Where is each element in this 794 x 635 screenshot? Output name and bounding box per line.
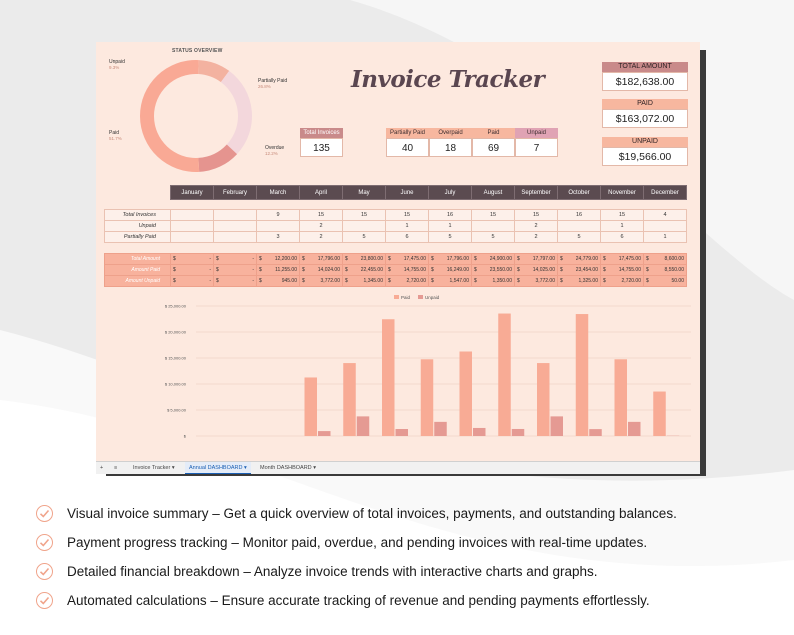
currency-symbol: $ bbox=[173, 256, 176, 262]
check-circle-icon bbox=[36, 505, 53, 522]
table-cell bbox=[171, 254, 214, 265]
amount-value: - bbox=[252, 256, 254, 262]
table-row bbox=[105, 210, 687, 221]
table-cell bbox=[472, 221, 515, 232]
currency-symbol: $ bbox=[388, 278, 391, 284]
status-count-label: Partially Paid bbox=[386, 128, 429, 138]
row-label: Amount Paid bbox=[105, 265, 171, 276]
bar-paid bbox=[460, 352, 473, 436]
table-cell: 15 bbox=[601, 210, 644, 221]
table-cell: 5 bbox=[343, 232, 386, 243]
row-label: Total Amount bbox=[105, 254, 171, 265]
table-row bbox=[105, 265, 687, 276]
currency-symbol: $ bbox=[216, 267, 219, 273]
month-header: February bbox=[214, 186, 257, 200]
slice-label: Unpaid bbox=[109, 59, 125, 65]
bar-paid bbox=[421, 359, 434, 436]
bar-unpaid bbox=[628, 422, 641, 436]
kpi-value: $19,566.00 bbox=[602, 147, 688, 166]
amounts-table bbox=[104, 253, 687, 287]
table-cell bbox=[472, 276, 515, 287]
table-cell bbox=[257, 254, 300, 265]
table-cell bbox=[558, 254, 601, 265]
currency-symbol: $ bbox=[259, 278, 262, 284]
amount-value: 24,900.00 bbox=[489, 256, 512, 262]
amount-value: 1,325.00 bbox=[578, 278, 598, 284]
row-label: Total Invoices bbox=[105, 210, 171, 221]
table-cell: 3 bbox=[257, 232, 300, 243]
status-count-label: Unpaid bbox=[515, 128, 558, 138]
bar-unpaid bbox=[551, 416, 564, 436]
status-donut-chart bbox=[136, 56, 256, 176]
feature-text: Visual invoice summary – Get a quick overview of total invoices, payments, and outstanding balances. bbox=[67, 506, 677, 521]
month-header: January bbox=[171, 186, 214, 200]
table-cell bbox=[343, 276, 386, 287]
donut-label-paid bbox=[109, 130, 122, 141]
bar-unpaid bbox=[357, 416, 370, 436]
kpi-total-amount bbox=[602, 62, 688, 91]
status-count-value: 40 bbox=[386, 138, 429, 157]
table-cell bbox=[171, 232, 214, 243]
month-header: August bbox=[472, 186, 515, 200]
amount-value: - bbox=[209, 256, 211, 262]
table-cell bbox=[558, 221, 601, 232]
y-tick-label: $ 10,000.00 bbox=[164, 381, 186, 387]
status-count-paid bbox=[472, 128, 515, 157]
table-cell bbox=[429, 265, 472, 276]
slice-pct: 26.8% bbox=[258, 84, 271, 89]
slice-label: Partially Paid bbox=[258, 78, 288, 84]
currency-symbol: $ bbox=[345, 267, 348, 273]
table-cell bbox=[214, 276, 257, 287]
bar-paid bbox=[537, 363, 550, 436]
months-header bbox=[170, 185, 687, 200]
slice-pct: 51.7% bbox=[109, 136, 122, 141]
amount-value: 23,454.00 bbox=[575, 267, 598, 273]
table-cell bbox=[644, 276, 687, 287]
table-cell bbox=[343, 254, 386, 265]
donut-slice bbox=[140, 60, 199, 172]
table-cell: 15 bbox=[300, 210, 343, 221]
currency-symbol: $ bbox=[345, 256, 348, 262]
table-cell bbox=[214, 210, 257, 221]
month-header: May bbox=[343, 186, 386, 200]
legend-label: Unpaid bbox=[425, 295, 440, 300]
kpi-label: PAID bbox=[602, 99, 688, 109]
table-cell: 5 bbox=[472, 232, 515, 243]
month-header: June bbox=[386, 186, 429, 200]
table-cell: 15 bbox=[515, 210, 558, 221]
month-header: July bbox=[429, 186, 472, 200]
currency-symbol: $ bbox=[431, 278, 434, 284]
table-row bbox=[105, 232, 687, 243]
table-cell bbox=[343, 221, 386, 232]
bar-paid bbox=[305, 377, 318, 436]
currency-symbol: $ bbox=[517, 256, 520, 262]
tab-annual-dashboard[interactable] bbox=[185, 462, 251, 474]
currency-symbol: $ bbox=[474, 256, 477, 262]
bar-paid bbox=[576, 314, 589, 436]
table-cell: 2 bbox=[515, 221, 558, 232]
spreadsheet-dashboard bbox=[96, 42, 700, 474]
status-count-partially-paid bbox=[386, 128, 429, 157]
currency-symbol: $ bbox=[431, 267, 434, 273]
currency-symbol: $ bbox=[517, 278, 520, 284]
table-cell: 16 bbox=[429, 210, 472, 221]
sheet-list-icon[interactable]: ≡ bbox=[114, 465, 118, 471]
amount-value: 17,475.00 bbox=[618, 256, 641, 262]
tab-label: Invoice Tracker bbox=[133, 465, 171, 471]
table-cell bbox=[386, 276, 429, 287]
currency-symbol: $ bbox=[646, 256, 649, 262]
currency-symbol: $ bbox=[173, 267, 176, 273]
status-count-label: Overpaid bbox=[429, 128, 472, 138]
bar-unpaid bbox=[512, 429, 525, 436]
amount-value: 50.00 bbox=[671, 278, 684, 284]
month-header: December bbox=[644, 186, 687, 200]
row-label: Amount Unpaid bbox=[105, 276, 171, 287]
sheet-tab-bar bbox=[96, 461, 700, 474]
table-cell bbox=[171, 276, 214, 287]
table-cell: 1 bbox=[644, 232, 687, 243]
month-header: March bbox=[257, 186, 300, 200]
table-cell: 9 bbox=[257, 210, 300, 221]
table-cell bbox=[214, 265, 257, 276]
total-invoices-box bbox=[300, 128, 343, 157]
bar-paid bbox=[343, 363, 356, 436]
tab-label: Month DASHBOARD bbox=[260, 465, 312, 471]
currency-symbol: $ bbox=[388, 267, 391, 273]
table-cell bbox=[171, 221, 214, 232]
table-cell bbox=[300, 276, 343, 287]
table-cell: 5 bbox=[558, 232, 601, 243]
check-circle-icon bbox=[36, 534, 53, 551]
amount-value: 17,797.00 bbox=[532, 256, 555, 262]
table-cell bbox=[644, 254, 687, 265]
tab-invoice-tracker[interactable] bbox=[129, 462, 179, 474]
currency-symbol: $ bbox=[646, 278, 649, 284]
total-invoices-value: 135 bbox=[300, 138, 343, 157]
feature-text: Detailed financial breakdown – Analyze invoice trends with interactive charts and graphs. bbox=[67, 564, 598, 579]
monthly-bar-chart bbox=[126, 294, 696, 444]
table-cell bbox=[644, 265, 687, 276]
table-cell bbox=[515, 265, 558, 276]
tab-label: Annual DASHBOARD bbox=[189, 465, 243, 471]
table-row bbox=[105, 254, 687, 265]
slice-label: Paid bbox=[109, 130, 120, 136]
table-cell bbox=[343, 265, 386, 276]
currency-symbol: $ bbox=[259, 256, 262, 262]
bar-paid bbox=[653, 392, 666, 436]
table-cell bbox=[558, 276, 601, 287]
tab-month-dashboard[interactable] bbox=[256, 462, 320, 474]
check-circle-icon bbox=[36, 563, 53, 580]
amount-value: 22,455.00 bbox=[360, 267, 383, 273]
bar-paid bbox=[382, 319, 395, 436]
table-cell bbox=[171, 210, 214, 221]
currency-symbol: $ bbox=[388, 256, 391, 262]
amount-value: 23,550.00 bbox=[489, 267, 512, 273]
table-cell: 15 bbox=[472, 210, 515, 221]
amount-value: 14,024.00 bbox=[317, 267, 340, 273]
bar-unpaid bbox=[318, 431, 331, 436]
table-cell bbox=[472, 265, 515, 276]
table-row bbox=[105, 276, 687, 287]
table-cell: 2 bbox=[300, 232, 343, 243]
table-cell: 1 bbox=[386, 221, 429, 232]
month-header: October bbox=[558, 186, 601, 200]
table-cell bbox=[214, 254, 257, 265]
table-cell bbox=[257, 221, 300, 232]
amount-value: 12,200.00 bbox=[274, 256, 297, 262]
table-cell: 5 bbox=[429, 232, 472, 243]
table-cell bbox=[429, 254, 472, 265]
y-tick-label: $ bbox=[183, 433, 186, 439]
table-cell: 6 bbox=[601, 232, 644, 243]
table-cell bbox=[300, 254, 343, 265]
donut-slice bbox=[221, 71, 252, 154]
table-cell bbox=[515, 254, 558, 265]
amount-value: 2,720.00 bbox=[406, 278, 426, 284]
chevron-down-icon: ▾ bbox=[313, 465, 316, 471]
table-cell bbox=[601, 276, 644, 287]
status-count-unpaid bbox=[515, 128, 558, 157]
table-cell: 2 bbox=[515, 232, 558, 243]
donut-label-unpaid bbox=[109, 59, 125, 70]
slice-label: Overdue bbox=[265, 145, 285, 151]
table-cell: 4 bbox=[644, 210, 687, 221]
table-cell: 1 bbox=[601, 221, 644, 232]
amount-value: 3,772.00 bbox=[535, 278, 555, 284]
bar-paid bbox=[498, 314, 511, 436]
amount-value: - bbox=[252, 278, 254, 284]
table-cell bbox=[300, 265, 343, 276]
table-cell: 15 bbox=[343, 210, 386, 221]
amount-value: 8,550.00 bbox=[664, 267, 684, 273]
amount-value: 11,255.00 bbox=[275, 267, 297, 273]
amount-value: 1,345.00 bbox=[363, 278, 383, 284]
currency-symbol: $ bbox=[646, 267, 649, 273]
amount-value: 1,547.00 bbox=[449, 278, 469, 284]
row-label: Partially Paid bbox=[105, 232, 171, 243]
amount-value: 16,249.00 bbox=[446, 267, 469, 273]
amount-value: 17,796.00 bbox=[317, 256, 340, 262]
currency-symbol: $ bbox=[302, 278, 305, 284]
currency-symbol: $ bbox=[302, 256, 305, 262]
currency-symbol: $ bbox=[259, 267, 262, 273]
month-header: November bbox=[601, 186, 644, 200]
table-cell bbox=[214, 232, 257, 243]
table-row bbox=[105, 221, 687, 232]
bar-unpaid bbox=[396, 429, 409, 436]
bar-paid bbox=[615, 359, 628, 436]
feature-text: Payment progress tracking – Monitor paid, overdue, and pending invoices with real-time updates. bbox=[67, 535, 648, 550]
amount-value: 14,755.00 bbox=[403, 267, 426, 273]
currency-symbol: $ bbox=[603, 267, 606, 273]
table-cell: 6 bbox=[386, 232, 429, 243]
currency-symbol: $ bbox=[560, 267, 563, 273]
status-overview-title: STATUS OVERVIEW bbox=[172, 48, 223, 54]
chevron-down-icon: ▾ bbox=[244, 465, 247, 471]
currency-symbol: $ bbox=[173, 278, 176, 284]
table-cell bbox=[257, 276, 300, 287]
kpi-paid bbox=[602, 99, 688, 128]
kpi-value: $163,072.00 bbox=[602, 109, 688, 128]
legend-swatch bbox=[418, 295, 423, 299]
currency-symbol: $ bbox=[302, 267, 305, 273]
table-cell bbox=[558, 265, 601, 276]
status-count-overpaid bbox=[429, 128, 472, 157]
status-count-value: 7 bbox=[515, 138, 558, 157]
table-cell bbox=[386, 254, 429, 265]
row-label: Unpaid bbox=[105, 221, 171, 232]
table-cell bbox=[214, 221, 257, 232]
table-cell bbox=[472, 254, 515, 265]
donut-label-overdue bbox=[265, 145, 284, 156]
table-cell bbox=[515, 276, 558, 287]
amount-value: - bbox=[209, 278, 211, 284]
amount-value: 8,600.00 bbox=[664, 256, 684, 262]
month-header: April bbox=[300, 186, 343, 200]
invoice-counts-table bbox=[104, 209, 687, 243]
table-cell bbox=[644, 221, 687, 232]
table-cell: 16 bbox=[558, 210, 601, 221]
feature-text: Automated calculations – Ensure accurate tracking of revenue and pending payments effortlessly. bbox=[67, 593, 650, 608]
currency-symbol: $ bbox=[474, 267, 477, 273]
table-cell bbox=[601, 265, 644, 276]
amount-value: 2,720.00 bbox=[621, 278, 641, 284]
bar-unpaid bbox=[589, 429, 602, 436]
amount-value: 1,350.00 bbox=[492, 278, 512, 284]
amount-value: 14,025.00 bbox=[532, 267, 555, 273]
page-title: Invoice Tracker bbox=[351, 66, 545, 93]
donut-label-partially-paid bbox=[258, 78, 287, 89]
table-cell: 1 bbox=[429, 221, 472, 232]
amount-value: 24,779.00 bbox=[575, 256, 598, 262]
y-tick-label: $ 25,000.00 bbox=[164, 303, 186, 309]
currency-symbol: $ bbox=[474, 278, 477, 284]
amount-value: 23,800.00 bbox=[360, 256, 383, 262]
amount-value: 17,475.00 bbox=[403, 256, 426, 262]
table-cell bbox=[429, 276, 472, 287]
y-tick-label: $ 15,000.00 bbox=[164, 355, 186, 361]
y-tick-label: $ 20,000.00 bbox=[164, 329, 186, 335]
currency-symbol: $ bbox=[517, 267, 520, 273]
amount-value: 945.00 bbox=[281, 278, 297, 284]
amount-value: 14,755.00 bbox=[618, 267, 641, 273]
total-invoices-label: Total Invoices bbox=[300, 128, 343, 138]
table-cell bbox=[601, 254, 644, 265]
status-count-value: 69 bbox=[472, 138, 515, 157]
legend-swatch bbox=[394, 295, 399, 299]
kpi-label: UNPAID bbox=[602, 137, 688, 147]
legend-label: Paid bbox=[401, 295, 411, 300]
check-circle-icon bbox=[36, 592, 53, 609]
kpi-value: $182,638.00 bbox=[602, 72, 688, 91]
status-count-label: Paid bbox=[472, 128, 515, 138]
amount-value: - bbox=[209, 267, 211, 273]
table-cell: 15 bbox=[386, 210, 429, 221]
slice-pct: 9.3% bbox=[109, 65, 120, 70]
amount-value: - bbox=[252, 267, 254, 273]
table-cell bbox=[257, 265, 300, 276]
currency-symbol: $ bbox=[216, 278, 219, 284]
kpi-unpaid bbox=[602, 137, 688, 166]
amount-value: 3,772.00 bbox=[320, 278, 340, 284]
currency-symbol: $ bbox=[345, 278, 348, 284]
chevron-down-icon: ▾ bbox=[171, 465, 175, 471]
currency-symbol: $ bbox=[603, 256, 606, 262]
bar-unpaid bbox=[473, 428, 486, 436]
currency-symbol: $ bbox=[560, 278, 563, 284]
y-tick-label: $ 5,000.00 bbox=[167, 407, 186, 413]
table-cell: 2 bbox=[300, 221, 343, 232]
table-cell bbox=[171, 265, 214, 276]
slice-pct: 12.2% bbox=[265, 151, 278, 156]
currency-symbol: $ bbox=[560, 256, 563, 262]
table-cell bbox=[386, 265, 429, 276]
currency-symbol: $ bbox=[216, 256, 219, 262]
kpi-label: TOTAL AMOUNT bbox=[602, 62, 688, 72]
add-sheet-button[interactable]: + bbox=[100, 465, 104, 471]
amount-value: 17,796.00 bbox=[446, 256, 469, 262]
status-count-value: 18 bbox=[429, 138, 472, 157]
currency-symbol: $ bbox=[431, 256, 434, 262]
bar-unpaid bbox=[434, 422, 447, 436]
month-header: September bbox=[515, 186, 558, 200]
currency-symbol: $ bbox=[603, 278, 606, 284]
